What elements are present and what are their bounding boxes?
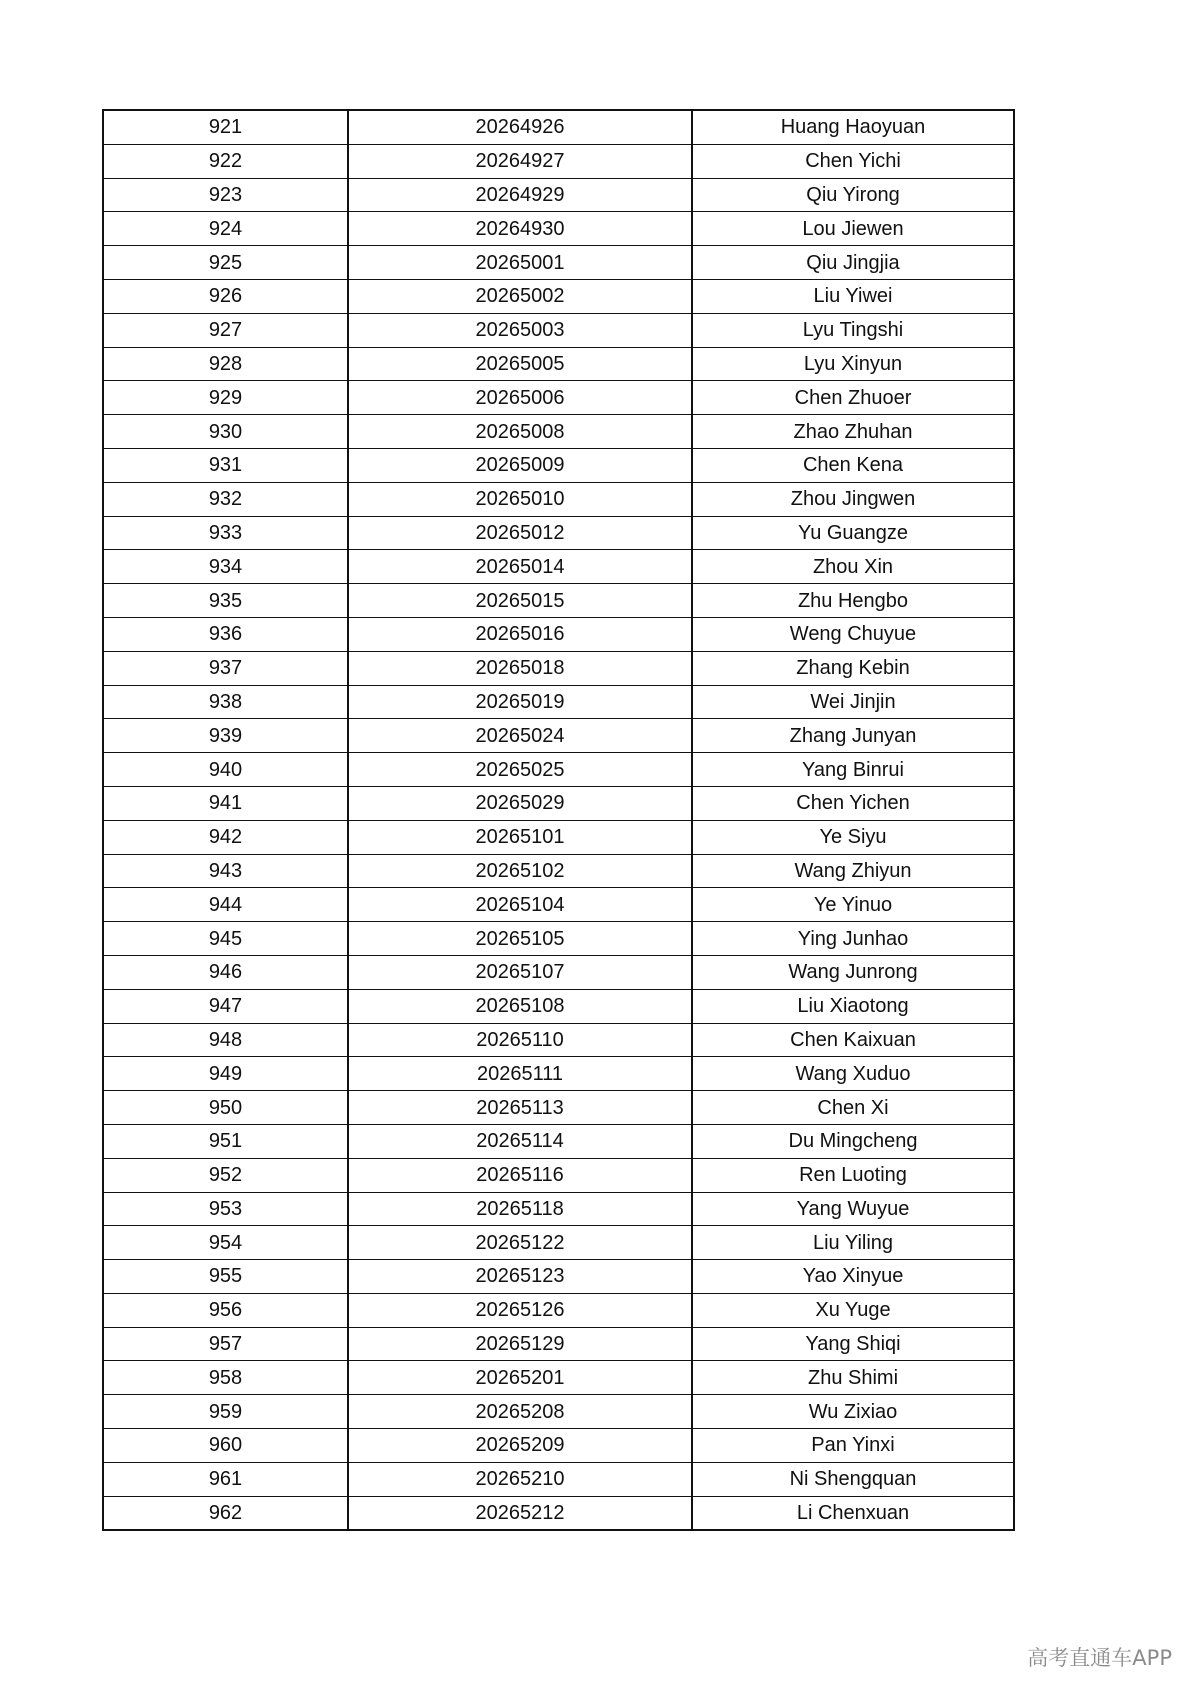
- table-row: [103, 178, 1014, 212]
- student-roster-table: [102, 109, 1015, 1531]
- table-row: [103, 110, 1014, 144]
- seq-number-cell: 930: [103, 415, 348, 449]
- table-row: [103, 685, 1014, 719]
- table-row: [103, 448, 1014, 482]
- student-name-cell: Qiu Jingjia: [692, 246, 1014, 280]
- seq-number-cell: 949: [103, 1057, 348, 1091]
- seq-number-cell: 925: [103, 246, 348, 280]
- seq-number-cell: 922: [103, 144, 348, 178]
- seq-number-cell: 955: [103, 1260, 348, 1294]
- student-name-cell: Lyu Xinyun: [692, 347, 1014, 381]
- student-id-cell: 20265210: [348, 1462, 692, 1496]
- table-row: [103, 482, 1014, 516]
- student-name-cell: Yu Guangze: [692, 516, 1014, 550]
- student-id-cell: 20265005: [348, 347, 692, 381]
- seq-number-cell: 923: [103, 178, 348, 212]
- seq-number-cell: 956: [103, 1293, 348, 1327]
- student-id-cell: 20265102: [348, 854, 692, 888]
- student-name-cell: Yang Wuyue: [692, 1192, 1014, 1226]
- seq-number-cell: 960: [103, 1429, 348, 1463]
- table-row: [103, 1124, 1014, 1158]
- student-id-cell: 20264929: [348, 178, 692, 212]
- table-row: [103, 922, 1014, 956]
- student-name-cell: Liu Yiling: [692, 1226, 1014, 1260]
- student-name-cell: Huang Haoyuan: [692, 110, 1014, 144]
- seq-number-cell: 924: [103, 212, 348, 246]
- student-name-cell: Zhou Jingwen: [692, 482, 1014, 516]
- seq-number-cell: 950: [103, 1091, 348, 1125]
- table-row: [103, 1226, 1014, 1260]
- seq-number-cell: 954: [103, 1226, 348, 1260]
- student-name-cell: Ye Yinuo: [692, 888, 1014, 922]
- table-row: [103, 989, 1014, 1023]
- seq-number-cell: 940: [103, 753, 348, 787]
- table-row: [103, 955, 1014, 989]
- table-row: [103, 1260, 1014, 1294]
- table-row: [103, 212, 1014, 246]
- seq-number-cell: 921: [103, 110, 348, 144]
- seq-number-cell: 945: [103, 922, 348, 956]
- student-name-cell: Zhu Shimi: [692, 1361, 1014, 1395]
- roster-body: [103, 110, 1014, 1530]
- student-id-cell: 20265208: [348, 1395, 692, 1429]
- seq-number-cell: 938: [103, 685, 348, 719]
- seq-number-cell: 952: [103, 1158, 348, 1192]
- student-name-cell: Weng Chuyue: [692, 617, 1014, 651]
- table-row: [103, 584, 1014, 618]
- student-id-cell: 20264926: [348, 110, 692, 144]
- table-row: [103, 1327, 1014, 1361]
- student-id-cell: 20265006: [348, 381, 692, 415]
- student-id-cell: 20265113: [348, 1091, 692, 1125]
- seq-number-cell: 946: [103, 955, 348, 989]
- student-name-cell: Ren Luoting: [692, 1158, 1014, 1192]
- student-id-cell: 20265122: [348, 1226, 692, 1260]
- student-name-cell: Chen Zhuoer: [692, 381, 1014, 415]
- seq-number-cell: 939: [103, 719, 348, 753]
- student-id-cell: 20265116: [348, 1158, 692, 1192]
- student-id-cell: 20265025: [348, 753, 692, 787]
- table-row: [103, 888, 1014, 922]
- table-row: [103, 246, 1014, 280]
- student-name-cell: Li Chenxuan: [692, 1496, 1014, 1530]
- seq-number-cell: 947: [103, 989, 348, 1023]
- student-name-cell: Du Mingcheng: [692, 1124, 1014, 1158]
- table-row: [103, 1158, 1014, 1192]
- seq-number-cell: 961: [103, 1462, 348, 1496]
- table-row: [103, 516, 1014, 550]
- table-row: [103, 854, 1014, 888]
- watermark-text: 高考直通车APP: [1027, 1646, 1172, 1670]
- student-id-cell: 20265015: [348, 584, 692, 618]
- student-name-cell: Lyu Tingshi: [692, 313, 1014, 347]
- student-name-cell: Pan Yinxi: [692, 1429, 1014, 1463]
- seq-number-cell: 932: [103, 482, 348, 516]
- student-id-cell: 20265018: [348, 651, 692, 685]
- student-name-cell: Chen Kena: [692, 448, 1014, 482]
- student-name-cell: Yang Shiqi: [692, 1327, 1014, 1361]
- student-id-cell: 20265019: [348, 685, 692, 719]
- seq-number-cell: 926: [103, 279, 348, 313]
- student-id-cell: 20265110: [348, 1023, 692, 1057]
- seq-number-cell: 948: [103, 1023, 348, 1057]
- student-id-cell: 20265016: [348, 617, 692, 651]
- table-row: [103, 1293, 1014, 1327]
- student-id-cell: 20265123: [348, 1260, 692, 1294]
- student-id-cell: 20265008: [348, 415, 692, 449]
- student-name-cell: Zhang Junyan: [692, 719, 1014, 753]
- student-name-cell: Yang Binrui: [692, 753, 1014, 787]
- seq-number-cell: 942: [103, 820, 348, 854]
- student-name-cell: Xu Yuge: [692, 1293, 1014, 1327]
- student-id-cell: 20265014: [348, 550, 692, 584]
- table-row: [103, 347, 1014, 381]
- student-id-cell: 20265118: [348, 1192, 692, 1226]
- student-id-cell: 20265101: [348, 820, 692, 854]
- seq-number-cell: 951: [103, 1124, 348, 1158]
- student-name-cell: Wu Zixiao: [692, 1395, 1014, 1429]
- student-name-cell: Wei Jinjin: [692, 685, 1014, 719]
- table-row: [103, 144, 1014, 178]
- table-row: [103, 1429, 1014, 1463]
- table-row: [103, 1091, 1014, 1125]
- student-id-cell: 20265212: [348, 1496, 692, 1530]
- seq-number-cell: 959: [103, 1395, 348, 1429]
- table-row: [103, 313, 1014, 347]
- student-name-cell: Zhou Xin: [692, 550, 1014, 584]
- table-row: [103, 651, 1014, 685]
- student-id-cell: 20265107: [348, 955, 692, 989]
- table-row: [103, 719, 1014, 753]
- table-row: [103, 786, 1014, 820]
- table-row: [103, 1462, 1014, 1496]
- student-id-cell: 20265009: [348, 448, 692, 482]
- seq-number-cell: 941: [103, 786, 348, 820]
- student-id-cell: 20265105: [348, 922, 692, 956]
- student-id-cell: 20265012: [348, 516, 692, 550]
- student-name-cell: Chen Xi: [692, 1091, 1014, 1125]
- student-id-cell: 20265010: [348, 482, 692, 516]
- student-name-cell: Liu Xiaotong: [692, 989, 1014, 1023]
- student-name-cell: Zhang Kebin: [692, 651, 1014, 685]
- seq-number-cell: 935: [103, 584, 348, 618]
- seq-number-cell: 933: [103, 516, 348, 550]
- seq-number-cell: 943: [103, 854, 348, 888]
- student-name-cell: Wang Junrong: [692, 955, 1014, 989]
- table-row: [103, 279, 1014, 313]
- student-name-cell: Wang Xuduo: [692, 1057, 1014, 1091]
- table-row: [103, 415, 1014, 449]
- table-row: [103, 617, 1014, 651]
- table-row: [103, 1023, 1014, 1057]
- student-id-cell: 20265126: [348, 1293, 692, 1327]
- seq-number-cell: 931: [103, 448, 348, 482]
- table-row: [103, 381, 1014, 415]
- seq-number-cell: 944: [103, 888, 348, 922]
- table-row: [103, 1057, 1014, 1091]
- seq-number-cell: 953: [103, 1192, 348, 1226]
- student-id-cell: 20265001: [348, 246, 692, 280]
- seq-number-cell: 958: [103, 1361, 348, 1395]
- student-name-cell: Zhao Zhuhan: [692, 415, 1014, 449]
- student-name-cell: Yao Xinyue: [692, 1260, 1014, 1294]
- student-name-cell: Qiu Yirong: [692, 178, 1014, 212]
- student-name-cell: Chen Yichi: [692, 144, 1014, 178]
- student-id-cell: 20265002: [348, 279, 692, 313]
- seq-number-cell: 957: [103, 1327, 348, 1361]
- seq-number-cell: 962: [103, 1496, 348, 1530]
- student-id-cell: 20265024: [348, 719, 692, 753]
- student-name-cell: Zhu Hengbo: [692, 584, 1014, 618]
- student-name-cell: Ying Junhao: [692, 922, 1014, 956]
- table-row: [103, 820, 1014, 854]
- student-id-cell: 20265003: [348, 313, 692, 347]
- student-id-cell: 20265201: [348, 1361, 692, 1395]
- seq-number-cell: 929: [103, 381, 348, 415]
- student-id-cell: 20265129: [348, 1327, 692, 1361]
- seq-number-cell: 936: [103, 617, 348, 651]
- student-id-cell: 20264930: [348, 212, 692, 246]
- table-row: [103, 753, 1014, 787]
- student-name-cell: Ye Siyu: [692, 820, 1014, 854]
- student-name-cell: Chen Kaixuan: [692, 1023, 1014, 1057]
- student-id-cell: 20265108: [348, 989, 692, 1023]
- table-row: [103, 550, 1014, 584]
- table-row: [103, 1496, 1014, 1530]
- student-id-cell: 20265029: [348, 786, 692, 820]
- table-row: [103, 1192, 1014, 1226]
- student-name-cell: Liu Yiwei: [692, 279, 1014, 313]
- table-row: [103, 1361, 1014, 1395]
- student-id-cell: 20265209: [348, 1429, 692, 1463]
- seq-number-cell: 927: [103, 313, 348, 347]
- student-name-cell: Ni Shengquan: [692, 1462, 1014, 1496]
- student-name-cell: Chen Yichen: [692, 786, 1014, 820]
- seq-number-cell: 934: [103, 550, 348, 584]
- student-name-cell: Wang Zhiyun: [692, 854, 1014, 888]
- student-id-cell: 20265104: [348, 888, 692, 922]
- student-name-cell: Lou Jiewen: [692, 212, 1014, 246]
- student-id-cell: 20264927: [348, 144, 692, 178]
- student-id-cell: 20265114: [348, 1124, 692, 1158]
- seq-number-cell: 937: [103, 651, 348, 685]
- table-row: [103, 1395, 1014, 1429]
- seq-number-cell: 928: [103, 347, 348, 381]
- student-id-cell: 20265111: [348, 1057, 692, 1091]
